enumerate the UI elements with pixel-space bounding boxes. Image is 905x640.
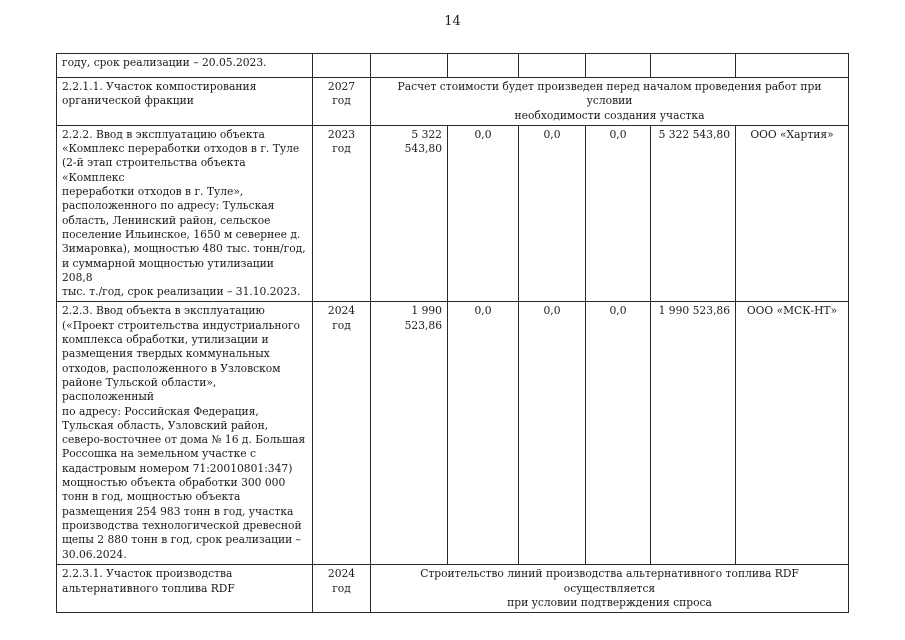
table-row [57,54,849,78]
description-cell: году, срок реализации – 20.05.2023. [57,54,313,78]
budget-table [56,53,849,613]
description-cell: 2.2.3.1. Участок производства альтернативного топлива RDF [57,565,313,613]
value-cell: 0,0 [586,302,651,565]
year-cell: 2027 год [313,78,371,126]
value-cell [519,54,586,78]
table-row [57,302,849,565]
value-cell [586,54,651,78]
value-cell [651,54,736,78]
total-cell [371,54,448,78]
total-cell: 1 990 523,86 [371,302,448,565]
table-row [57,125,849,302]
note-cell: Расчет стоимости будет произведен перед началом проведения работ при условии необходимости создания участка [371,78,849,126]
year-cell: 2024 год [313,565,371,613]
description-cell: 2.2.1.1. Участок компостирования органической фракции [57,78,313,126]
total-cell: 5 322 543,80 [371,125,448,302]
executor-cell: ООО «МСК-НТ» [736,302,849,565]
executor-cell [736,54,849,78]
description-cell: 2.2.2. Ввод в эксплуатацию объекта «Комплекс переработки отходов в г. Туле (2-й этап строительства объекта «Комплекс переработки отходов в г. Туле», расположенного по адресу: Тульская область, Ленинский район, сельское поселение Ильинское, 1650 м севернее д. Зимаровка), мощностью 480 тыс. тонн/год, и суммарной мощностью утилизации 208,8 тыс. т./год, срок реализации – 31.10.2023. [57,125,313,302]
year-cell [313,54,371,78]
table-row [57,565,849,613]
value-cell: 0,0 [586,125,651,302]
value-cell: 0,0 [519,302,586,565]
value-cell: 5 322 543,80 [651,125,736,302]
value-cell: 0,0 [448,125,519,302]
year-cell: 2023 год [313,125,371,302]
value-cell [448,54,519,78]
table-row [57,78,849,126]
page-number: 14 [444,14,461,29]
value-cell: 1 990 523,86 [651,302,736,565]
description-cell: 2.2.3. Ввод объекта в эксплуатацию («Проект строительства индустриального комплекса обработки, утилизации и размещения твердых коммунальных отходов, расположенного в Узловском районе Тульской области», расположенный по адресу: Российская Федерация, Тульская область, Узловский район, северо-восточнее от дома № 16 д. Большая Россошка на земельном участке с кадастровым номером 71:20010801:347) мощностью объекта обработки 300 000 тонн в год, мощностью объекта размещения 254 983 тонн в год, участка производства технологической древесной щепы 2 880 тонн в год, срок реализации – 30.06.2024. [57,302,313,565]
executor-cell: ООО «Хартия» [736,125,849,302]
value-cell: 0,0 [448,302,519,565]
value-cell: 0,0 [519,125,586,302]
note-cell: Строительство линий производства альтернативного топлива RDF осуществляется при условии подтверждения спроса [371,565,849,613]
year-cell: 2024 год [313,302,371,565]
